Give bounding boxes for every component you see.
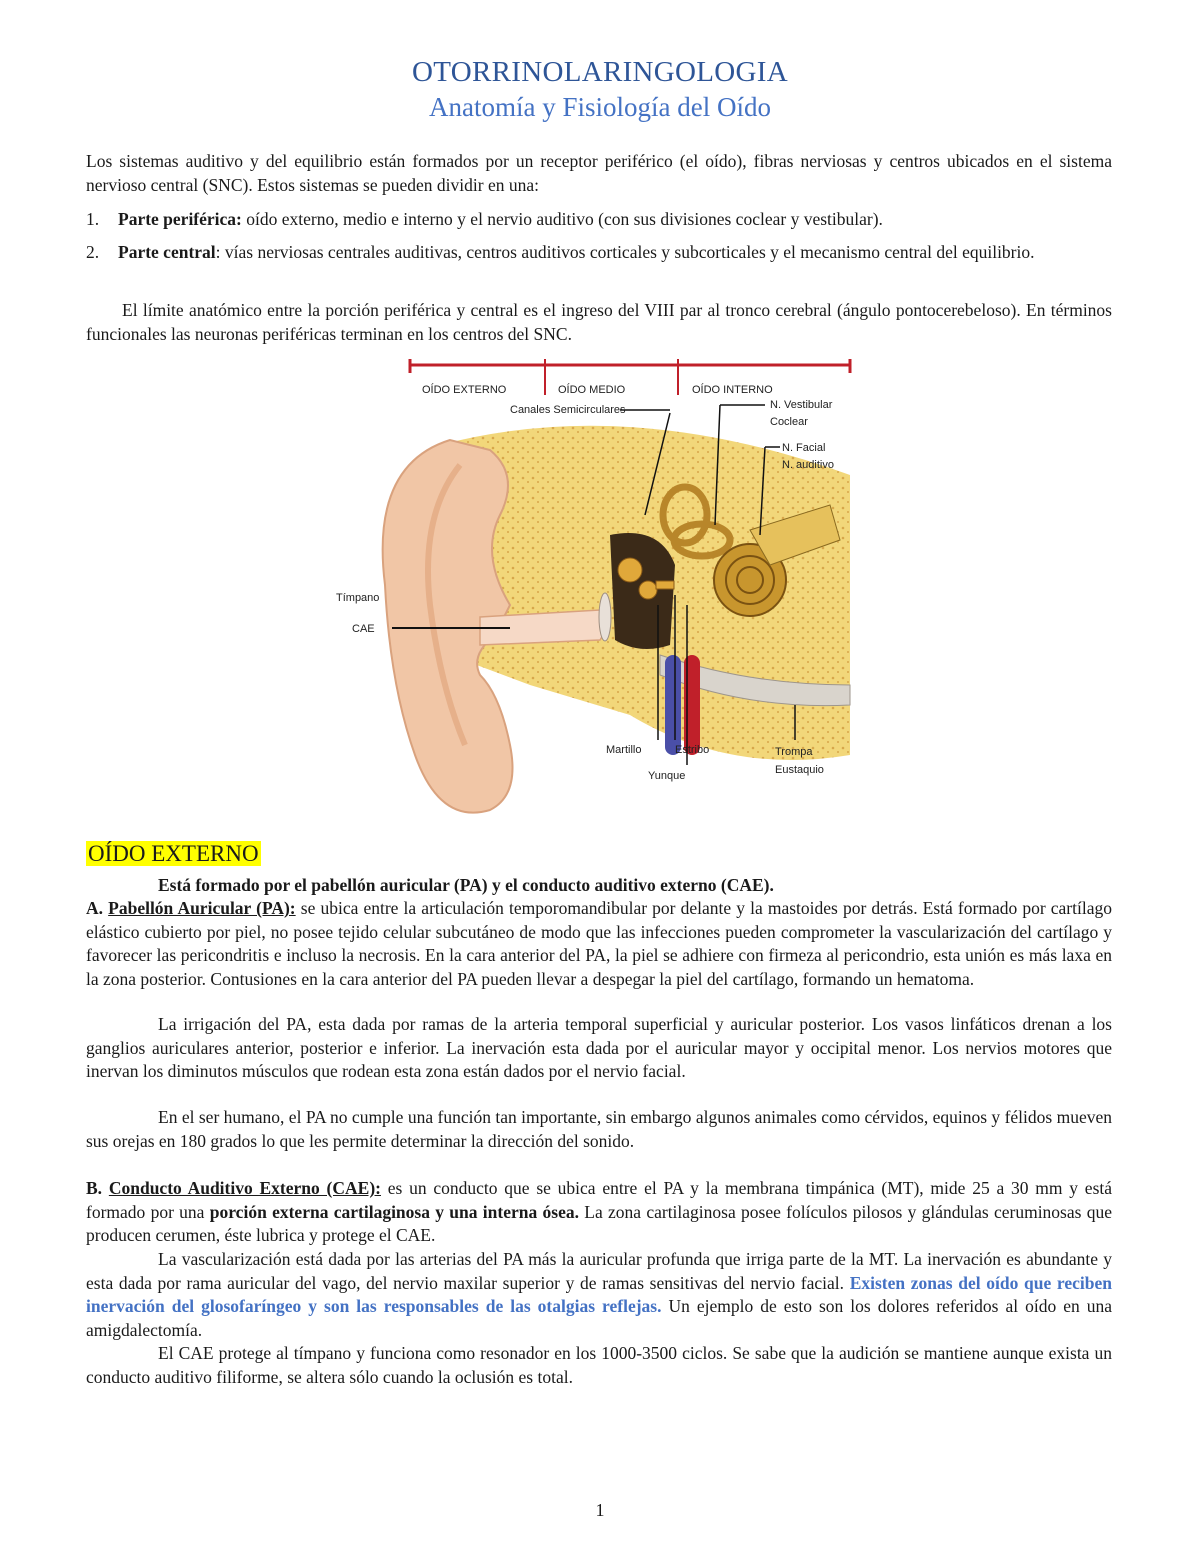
label-eustaquio: Eustaquio [775,764,824,776]
list-item [86,241,1112,265]
pabellon-paragraph [86,897,1112,991]
label-auditivo: N. auditivo [782,459,834,471]
section-heading-wrap [86,842,1112,868]
resonador-paragraph: El CAE protege al tímpano y funciona como resonador en los 1000-3500 ciclos. Se sabe que la audición se mantiene aunque exista un conducto auditivo filiforme, se altera sólo cuando la oclusión es total. [86,1343,1112,1387]
label-martillo: Martillo [606,744,642,756]
vascularizacion-paragraph [86,1248,1112,1342]
section-label-interno: OÍDO INTERNO [692,384,773,396]
list-item-text: : vías nerviosas centrales auditivas, centros auditivos corticales y subcorticales y el mecanismo central del equilibrio. [215,242,1035,262]
section-label-medio: OÍDO MEDIO [558,384,626,396]
pabellon-title: Pabellón Auricular (PA): [108,898,296,918]
list-number: 1. [86,209,100,229]
document-title: OTORRINOLARINGOLOGIA [412,56,788,88]
cae-paragraph [86,1177,1112,1248]
section-label-externo: OÍDO EXTERNO [422,384,507,396]
list-item-text: oído externo, medio e interno y el nervio auditivo (con sus divisiones coclear y vestibular). [241,209,883,229]
label-estribo: Estribo [675,744,710,756]
ear-anatomy-figure [330,355,870,825]
label-yunque: Yunque [648,770,686,782]
section-heading: OÍDO EXTERNO [88,841,259,866]
section-lead: Está formado por el pabellón auricular (PA) y el conducto auditivo externo (CAE). [158,875,774,895]
intro-paragraph: Los sistemas auditivo y del equilibrio están formados por un receptor periférico (el oído), fibras nerviosas y centros ubicados en el sistema nervioso central (SNC). Estos sistemas se pueden dividir en una: [86,151,1112,195]
label-coclear: Coclear [770,416,808,428]
letter-a: A. [86,898,104,918]
cae-text-bold: porción externa cartilaginosa y una interna ósea. [209,1201,579,1222]
pabellon-text: se ubica entre la articulación temporomandibular por delante y la mastoides por detrás. Está formado por cartílago elástico cubierto por piel, no posee tejido celular subcutáneo de modo que las infecciones pueden comprometer la vascularización del cartílago y favorecer las pericondritis e incluso la necrosis. En la cara anterior del PA, la piel se adhiere con firmeza al pericondrio, esta unión es más laxa en la zona posterior. Contusiones en la cara anterior del PA pueden llevar a despegar la piel del cartílago, formando un hematoma. [86,898,1112,989]
vasc-text-2: Un ejemplo de esto son los dolores referidos al oído en una amigdalectomía. [86,1296,1113,1340]
cae-text-2: La zona cartilaginosa posee folículos pilosos y glándulas ceruminosas que producen cerumen, éste lubrica y protege el CAE. [86,1201,1112,1245]
boundary-paragraph: El límite anatómico entre la porción periférica y central es el ingreso del VIII par al tronco cerebral (ángulo pontocerebeloso). En términos funcionales las neuronas periféricas terminan en los centros del SNC. [86,300,1112,344]
label-trompa: Trompa [775,746,813,758]
vasc-highlight: Existen zonas del oído que reciben inervación del glosofaríngeo y son las responsables de las otalgias reflejas. [86,1272,1112,1316]
tympanic-membrane [599,593,611,641]
cae-text-1: es un conducto que se ubica entre el PA y la membrana timpánica (MT), mide 25 a 30 mm y está formado por una [86,1178,1113,1222]
label-cae: CAE [352,623,375,635]
document-subtitle: Anatomía y Fisiología del Oído [429,92,771,122]
irrigacion-paragraph: La irrigación del PA, esta dada por ramas de la arteria temporal superficial y auricular posterior. Los vasos linfáticos drenan a los ganglios auriculares anterior, posterior e inferior. La inervación esta dada por el auricular mayor y occipital menor. Los nervios motores que inervan los diminutos músculos que rodean esta zona están dados por el nervio facial. [86,1014,1112,1081]
vein [665,655,681,755]
list-number: 2. [86,242,100,262]
list-item [86,208,1112,232]
label-facial: N. Facial [782,442,826,454]
label-canales: Canales Semicirculares [510,404,626,416]
label-vestibular: N. Vestibular [770,399,833,411]
page-number: 1 [595,1500,605,1520]
list-item-bold: Parte periférica: [118,209,242,229]
cae-title: Conducto Auditivo Externo (CAE): [108,1178,381,1198]
list-item-bold: Parte central [118,242,216,262]
vasc-text-1: La vascularización está dada por las arterias del PA más la auricular profunda que irriga parte de la MT. La inervación es abundante y esta dada por rama auricular del vago, del nervio maxilar superior y de ramas sensitivas del nervio facial. [86,1249,1112,1293]
label-timpano: Tímpano [336,592,380,604]
letter-b: B. [86,1178,103,1198]
funcion-paragraph: En el ser humano, el PA no cumple una función tan importante, sin embargo algunos animales como cérvidos, equinos y félidos mueven sus orejas en 180 grados lo que les permite determinar la dirección del sonido. [86,1107,1112,1151]
